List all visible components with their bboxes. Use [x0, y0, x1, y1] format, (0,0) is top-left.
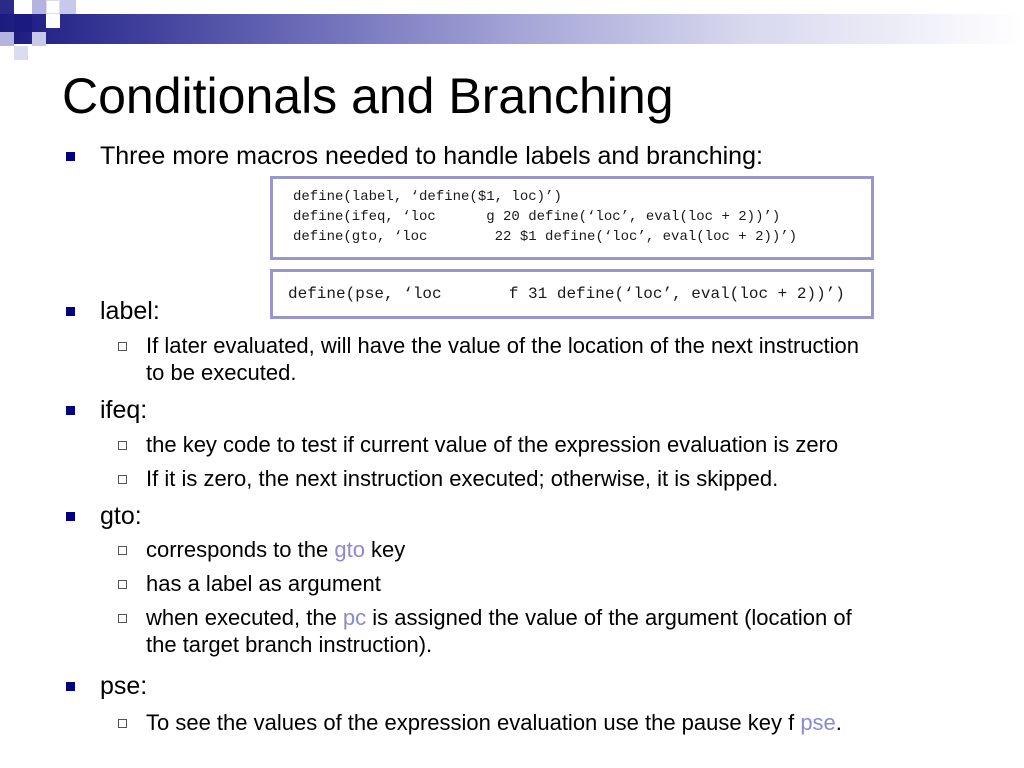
- list-item-continuation: to be executed.: [146, 360, 297, 385]
- hollow-square-bullet-icon: [118, 342, 127, 351]
- section-heading-gto: gto:: [100, 502, 142, 530]
- slide-title: Conditionals and Branching: [62, 68, 674, 124]
- list-item: If it is zero, the next instruction executed; otherwise, it is skipped.: [146, 466, 779, 491]
- section-heading-pse: pse:: [100, 672, 148, 700]
- section-heading-label: label:: [100, 297, 160, 325]
- item-text: .: [835, 710, 842, 735]
- filled-square-bullet-icon: [66, 152, 75, 161]
- highlighted-keyword: pse: [800, 710, 836, 735]
- decor-square: [14, 46, 28, 60]
- list-item: has a label as argument: [146, 571, 381, 596]
- list-item: [146, 536, 405, 563]
- list-item: If later evaluated, will have the value of the location of the next instruction: [146, 333, 859, 358]
- section-heading-ifeq: ifeq:: [100, 396, 148, 424]
- decor-square: [32, 32, 46, 46]
- item-text: key: [364, 537, 406, 562]
- decor-square: [60, 0, 76, 14]
- code-line: define(label, ‘define($1, loc)’): [293, 189, 562, 205]
- hollow-square-bullet-icon: [118, 546, 127, 555]
- decor-square: [46, 14, 60, 28]
- hollow-square-bullet-icon: [118, 614, 127, 623]
- decor-square: [14, 14, 32, 32]
- code-box-pse: [270, 269, 874, 319]
- list-item: [146, 709, 842, 736]
- decor-square: [0, 32, 14, 46]
- decor-square: [32, 0, 46, 14]
- filled-square-bullet-icon: [66, 682, 75, 691]
- code-line: define(pse, ‘loc f 31 define(‘loc’, eval(loc + 2))’): [288, 285, 845, 303]
- highlighted-keyword: pc: [342, 605, 367, 630]
- list-item-continuation: the target branch instruction).: [146, 632, 433, 657]
- code-box-macros: [270, 176, 874, 260]
- item-text: To see the values of the expression evaluation use the pause key f: [146, 710, 801, 735]
- hollow-square-bullet-icon: [118, 719, 127, 728]
- decor-square: [46, 0, 60, 14]
- hollow-square-bullet-icon: [118, 441, 127, 450]
- hollow-square-bullet-icon: [118, 475, 127, 484]
- header-gradient-bar: [0, 14, 1024, 44]
- highlighted-keyword: gto: [334, 537, 365, 562]
- decor-square: [0, 0, 14, 14]
- hollow-square-bullet-icon: [118, 580, 127, 589]
- code-line: define(gto, ‘loc 22 $1 define(‘loc’, eval(loc + 2))’): [293, 229, 798, 245]
- item-text: is assigned the value of the argument (location of: [366, 605, 852, 630]
- code-line: define(ifeq, ‘loc g 20 define(‘loc’, eval(loc + 2))’): [293, 209, 781, 225]
- intro-text: Three more macros needed to handle labels and branching:: [100, 142, 763, 170]
- filled-square-bullet-icon: [66, 406, 75, 415]
- list-item: the key code to test if current value of the expression evaluation is zero: [146, 432, 839, 457]
- filled-square-bullet-icon: [66, 307, 75, 316]
- filled-square-bullet-icon: [66, 512, 75, 521]
- list-item: [146, 604, 852, 631]
- item-text: corresponds to the: [146, 537, 335, 562]
- item-text: when executed, the: [146, 605, 343, 630]
